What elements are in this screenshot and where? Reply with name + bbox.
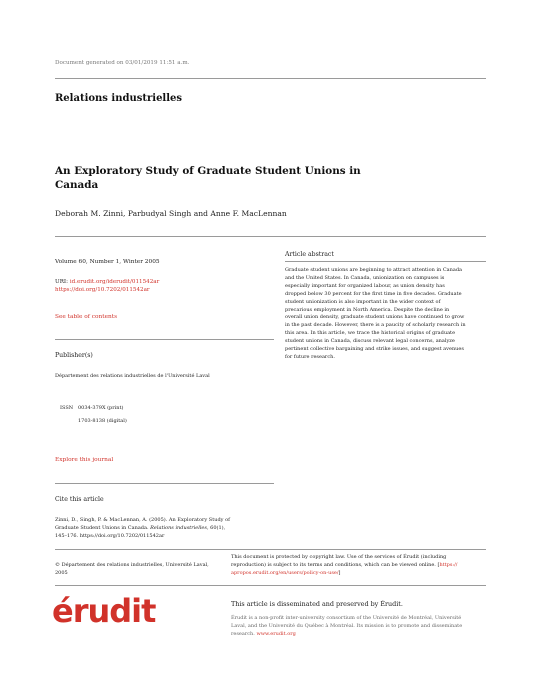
abstract-line: Graduate student unions are beginning to attract attention in Canada	[285, 267, 463, 273]
abstract-line: pertinent collective bargaining and strike issues, and suggest avenues	[285, 346, 464, 353]
abstract-body	[285, 267, 490, 362]
issn-print: 0034-379X (print)	[78, 405, 124, 411]
abstract-line: precarious employment in North America. Despite the decline in	[285, 306, 450, 313]
footer-rule	[55, 585, 486, 586]
desc-text: research.	[231, 631, 255, 637]
abstract-heading: Article abstract	[285, 251, 334, 258]
policy-link-b[interactable]: apropos.erudit.org/en/users/policy-on-use/	[231, 570, 339, 576]
header-rule	[55, 78, 486, 79]
abstract-line: for future research.	[285, 353, 335, 360]
notice-text: reproduction) is subject to its terms and conditions, which can be viewed online.	[231, 562, 436, 568]
citation-line-1: Zinni, D., Singh, P. & MacLennan, A. (2005). An Exploratory Study of	[55, 517, 230, 523]
notice-line-3: apropos.erudit.org/en/users/policy-on-use/]	[231, 570, 341, 576]
copyright-line-2: 2005	[55, 569, 68, 576]
issn-digital: 1703-8138 (digital)	[78, 418, 127, 424]
uri-label: URI:	[55, 279, 69, 285]
uri-link[interactable]: id.erudit.org/iderudit/011542ar	[69, 279, 160, 285]
publisher-name: Département des relations industrielles de l'Université Laval	[55, 373, 210, 379]
desc-line-3	[231, 630, 487, 638]
erudit-site-link[interactable]: www.erudit.org	[256, 631, 296, 637]
citation-volume: , 60(1),	[206, 525, 226, 531]
erudit-description	[231, 614, 487, 638]
notice-line-1: This document is protected by copyright law. Use of the services of Érudit (including	[231, 554, 447, 560]
notice-line-2: reproduction) is subject to its terms and conditions, which can be viewed online. [https://	[231, 562, 458, 568]
abstract-line: student unions in Canada, discuss relevant legal concerns, analyze	[285, 338, 455, 345]
doi-link[interactable]: https://doi.org/10.7202/011542ar	[55, 287, 150, 293]
desc-line-2: Laval, and the Université du Québec à Montréal. Its mission is to promote and disseminate	[231, 623, 463, 629]
journal-name: Relations industrielles	[55, 93, 183, 104]
citation-text: Graduate Student Unions in Canada.	[55, 525, 151, 531]
cite-heading: Cite this article	[55, 496, 104, 503]
copyright-holder	[55, 562, 209, 577]
left-rule-1	[55, 339, 274, 340]
article-authors: Deborah M. Zinni, Parbudyal Singh and Anne F. MacLennan	[55, 209, 287, 218]
generated-note: Document generated on 03/01/2019 11:51 a.m.	[55, 60, 190, 66]
title-rule	[55, 236, 486, 237]
copyright-rule	[55, 549, 486, 550]
copyright-line-1: © Département des relations industrielles, Université Laval,	[55, 562, 209, 568]
left-rule-2	[55, 483, 274, 484]
abstract-line: dropped below 30 percent for the first time in five decades. Graduate	[285, 290, 462, 297]
publisher-heading: Publisher(s)	[55, 352, 93, 359]
abstract-line: this area. In this article, we trace the historical origins of graduate	[285, 330, 456, 337]
abstract-line: overall union density, graduate student unions have continued to grow	[285, 314, 465, 321]
desc-line-1: Érudit is a non-profit inter-university consortium of the Université de Montréal, Université	[231, 615, 462, 621]
citation-line-2	[55, 524, 230, 532]
copyright-notice	[231, 553, 487, 577]
title-line-1: An Exploratory Study of Graduate Student Unions in	[55, 165, 361, 177]
abstract-line: in the past decade. However, there is a paucity of scholarly research in	[285, 322, 466, 329]
article-title	[55, 165, 361, 192]
volume-info: Volume 60, Number 1, Winter 2005	[55, 259, 160, 265]
uri-line	[55, 278, 159, 286]
explore-journal-link[interactable]: Explore this journal	[55, 457, 114, 463]
issn-label: ISSN	[60, 405, 74, 411]
abstract-line: and the United States. In Canada, unionization on campuses is	[285, 274, 445, 281]
citation-journal: Relations industrielles	[150, 525, 207, 531]
abstract-line: especially important for organized labour, as union density has	[285, 282, 445, 289]
abstract-line: student unionization is also important in the wider context of	[285, 298, 441, 305]
citation-line-3: 145–176. https://doi.org/10.7202/011542ar	[55, 533, 165, 539]
disseminated-note: This article is disseminated and preserved by Érudit.	[231, 600, 403, 608]
policy-link-a[interactable]: https://	[439, 562, 458, 568]
citation	[55, 516, 230, 540]
abstract-rule	[285, 261, 486, 262]
toc-link[interactable]: See table of contents	[55, 314, 118, 320]
erudit-logo[interactable]: érudit	[52, 592, 156, 630]
title-line-2: Canada	[55, 178, 99, 191]
